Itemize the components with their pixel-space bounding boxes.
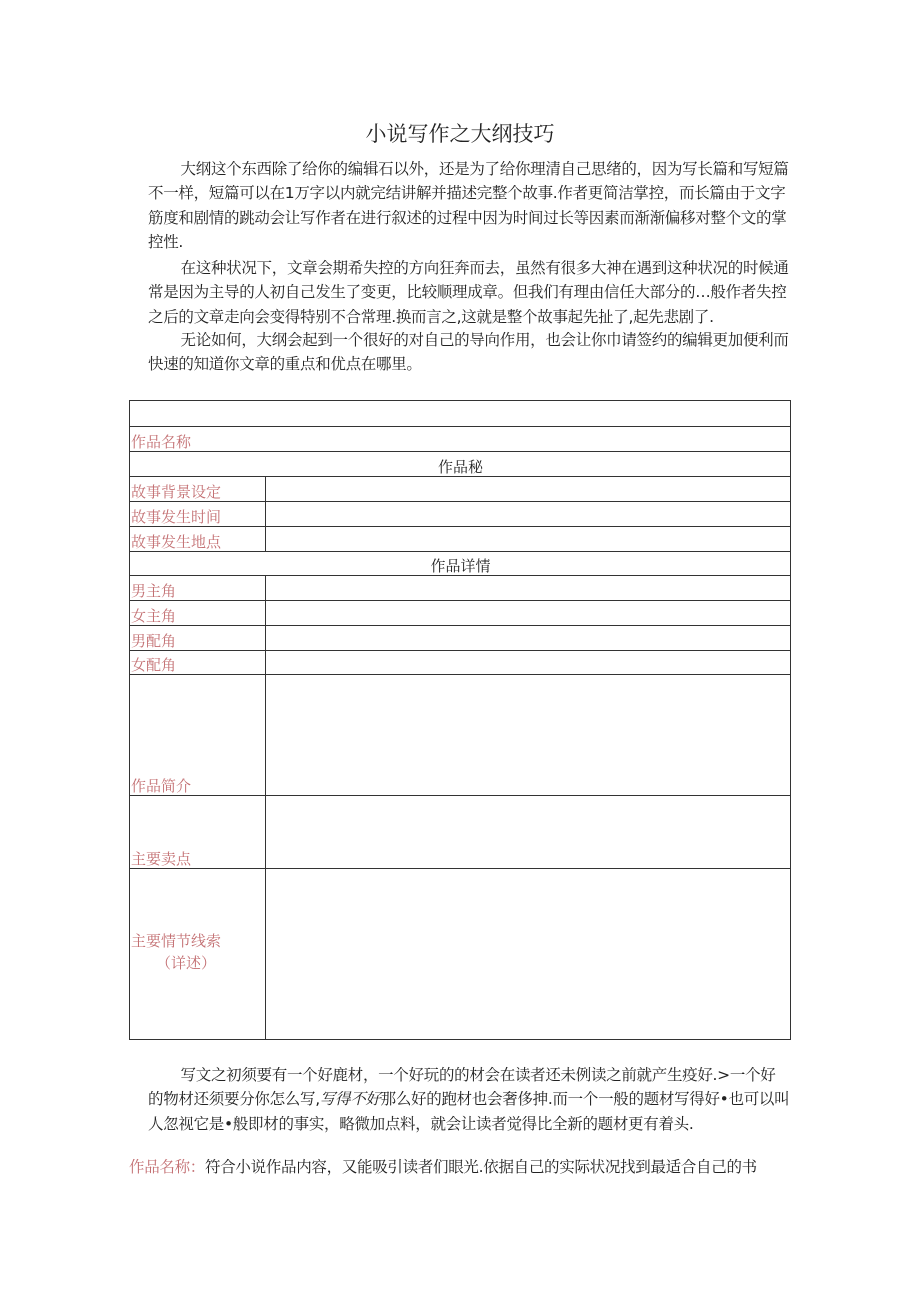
- selling-points-label: 主要卖点: [130, 796, 266, 869]
- after-text-a: 写文之初须要有一个好鹿材，一个好玩的的材会在读者还未例读之前就产生疫好.>一个好的物材还须要分你怎么写,: [148, 1066, 776, 1109]
- time-label: 故事发生时间: [130, 502, 266, 527]
- work-name-note-label: 作品名称：: [129, 1158, 206, 1176]
- female-lead-field[interactable]: [266, 601, 791, 626]
- plot-lines-cell: [130, 869, 266, 1040]
- section-heading-secret: 作品秘: [130, 452, 791, 477]
- plot-lines-field[interactable]: [266, 869, 791, 1040]
- after-text-italic: 写得不好: [319, 1090, 381, 1109]
- work-name-note: [129, 1155, 809, 1179]
- plot-lines-label: 主要情节线索: [131, 932, 222, 950]
- male-lead-label: 男主角: [130, 576, 266, 601]
- paragraph-after: [148, 1063, 790, 1136]
- female-support-label: 女配角: [130, 651, 266, 675]
- time-field[interactable]: [266, 502, 791, 527]
- female-lead-label: 女主角: [130, 601, 266, 626]
- background-label: 故事背景设定: [130, 477, 266, 502]
- synopsis-field[interactable]: [266, 675, 791, 796]
- selling-points-field[interactable]: [266, 796, 791, 869]
- place-field[interactable]: [266, 527, 791, 552]
- outline-table: [129, 400, 791, 1040]
- document-title: 小说写作之大纲技巧: [365, 122, 555, 146]
- paragraph-1: 大纲这个东西除了给你的编辑石以外，还是为了给你理清自己思绪的，因为写长篇和写短篇不一样，短篇可以在1万字以内就完结讲解并描述完整个故事.作者更简洁掌控，而长篇由于文字筋度和剧情的跳动会让写作者在进行叙述的过程中因为时间过长等因素而渐渐偏移对整个文的掌控性.: [148, 160, 789, 251]
- after-text-b: 那么好的跑材也会奢侈抻.而一个一般的题材写得好•也可以叫人忽视它是•般即材的事实，略微加点料，就会让读者觉得比全新的题材更有着头.: [148, 1090, 790, 1133]
- male-lead-field[interactable]: [266, 576, 791, 601]
- plot-lines-note: （详述）: [156, 954, 217, 972]
- empty-row: [130, 401, 791, 427]
- background-field[interactable]: [266, 477, 791, 502]
- male-support-label: 男配角: [130, 626, 266, 651]
- paragraph-3: 无论如何，大纲会起到一个很好的对自己的导向作用，也会让你巾请签约的编辑更加便利而快速的知道你文章的重点和优点在哪里。: [148, 331, 789, 374]
- male-support-field[interactable]: [266, 626, 791, 651]
- paragraph-2: 在这种状况下，文章会期希失控的方向狂奔而去，虽然有很多大神在遇到这种状况的时候通常是因为主导的人初自己发生了变更，比较顺理成章。但我们有理由信任大部分的…般作者失控之后的文章走向会变得特别不合常理.换而言之,这就是整个故事起先扯了,起先悲剧了.: [148, 259, 789, 326]
- section-heading-details: 作品详情: [130, 552, 791, 576]
- work-name-label: 作品名称: [130, 427, 791, 452]
- synopsis-label: 作品简介: [130, 675, 266, 796]
- female-support-field[interactable]: [266, 651, 791, 675]
- work-name-note-text: 符合小说作品内容，又能吸引读者们眼光.依据自己的实际状况找到最适合自己的书: [205, 1158, 757, 1176]
- place-label: 故事发生地点: [130, 527, 266, 552]
